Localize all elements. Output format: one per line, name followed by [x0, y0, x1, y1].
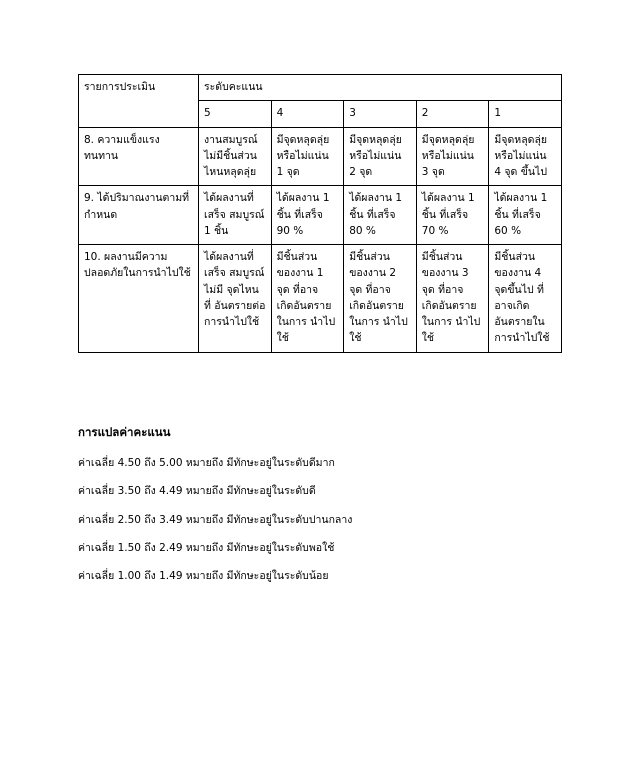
row-criteria-label: 10. ผลงานมีความปลอดภัยในการนำไปใช้ [79, 245, 199, 353]
row-cell-score-5: ได้ผลงานที่ เสร็จ สมบูรณ์ไม่มี จุดไหนที่ อันตรายต่อ การนำไปใช้ [199, 245, 272, 353]
header-score-level-3: 3 [344, 101, 417, 127]
rubric-table-wrapper [78, 74, 561, 353]
interpretation-line-1: ค่าเฉลี่ย 4.50 ถึง 5.00 หมายถึง มีทักษะอยู่ในระดับดีมาก [78, 457, 335, 470]
score-interpretation-section [78, 424, 558, 597]
interpretation-line-3: ค่าเฉลี่ย 2.50 ถึง 3.49 หมายถึง มีทักษะอยู่ในระดับปานกลาง [78, 513, 353, 526]
interpretation-line-4: ค่าเฉลี่ย 1.50 ถึง 2.49 หมายถึง มีทักษะอยู่ในระดับพอใช้ [78, 541, 335, 554]
row-cell-score-3: มีชิ้นส่วน ของงาน 2 จุด ที่อาจ เกิดอันตราย ในการ นำไปใช้ [344, 245, 417, 353]
table-header-row-group [79, 75, 562, 101]
table-body [79, 127, 562, 352]
row-cell-score-4: ได้ผลงาน 1 ชิ้น ที่เสร็จ 90 % [271, 186, 344, 245]
interpretation-line-5: ค่าเฉลี่ย 1.00 ถึง 1.49 หมายถึง มีทักษะอยู่ในระดับน้อย [78, 569, 329, 582]
row-cell-score-5: ได้ผลงานที่ เสร็จ สมบูรณ์ 1 ชิ้น [199, 186, 272, 245]
header-score-level-4: 4 [271, 101, 344, 127]
table-header [79, 75, 562, 128]
row-cell-score-1: มีชิ้นส่วน ของงาน 4 จุดขึ้นไป ที่ อาจเกิด อันตรายใน การนำไปใช้ [489, 245, 562, 353]
row-cell-score-5: งานสมบูรณ์ ไม่มีชิ้นส่วน ไหนหลุดลุ่ย [199, 127, 272, 186]
row-cell-score-4: มีชิ้นส่วน ของงาน 1 จุด ที่อาจ เกิดอันตราย ในการ นำไปใช้ [271, 245, 344, 353]
interpretation-title: การแปลค่าคะแนน [78, 425, 171, 439]
header-score-group-label: ระดับคะแนน [199, 75, 562, 101]
table-row [79, 127, 562, 186]
table-row [79, 245, 562, 353]
row-cell-score-3: ได้ผลงาน 1 ชิ้น ที่เสร็จ 80 % [344, 186, 417, 245]
row-criteria-label: 9. ได้ปริมาณงานตามที่กำหนด [79, 186, 199, 245]
interpretation-line-2: ค่าเฉลี่ย 3.50 ถึง 4.49 หมายถึง มีทักษะอยู่ในระดับดี [78, 485, 316, 498]
row-cell-score-2: ได้ผลงาน 1 ชิ้น ที่เสร็จ 70 % [416, 186, 489, 245]
row-cell-score-4: มีจุดหลุดลุ่ย หรือไม่แน่น 1 จุด [271, 127, 344, 186]
assessment-rubric-table [78, 74, 562, 353]
row-cell-score-3: มีจุดหลุดลุ่ย หรือไม่แน่น 2 จุด [344, 127, 417, 186]
row-cell-score-2: มีจุดหลุดลุ่ย หรือไม่แน่น 3 จุด [416, 127, 489, 186]
header-score-level-5: 5 [199, 101, 272, 127]
header-score-level-2: 2 [416, 101, 489, 127]
row-cell-score-1: ได้ผลงาน 1 ชิ้น ที่เสร็จ 60 % [489, 186, 562, 245]
table-row [79, 186, 562, 245]
row-criteria-label: 8. ความแข็งแรงทนทาน [79, 127, 199, 186]
row-cell-score-2: มีชิ้นส่วน ของงาน 3 จุด ที่อาจ เกิดอันตราย ในการ นำไปใช้ [416, 245, 489, 353]
header-score-level-1: 1 [489, 101, 562, 127]
header-criteria-label: รายการประเมิน [79, 75, 199, 128]
row-cell-score-1: มีจุดหลุดลุ่ย หรือไม่แน่น 4 จุด ขึ้นไป [489, 127, 562, 186]
